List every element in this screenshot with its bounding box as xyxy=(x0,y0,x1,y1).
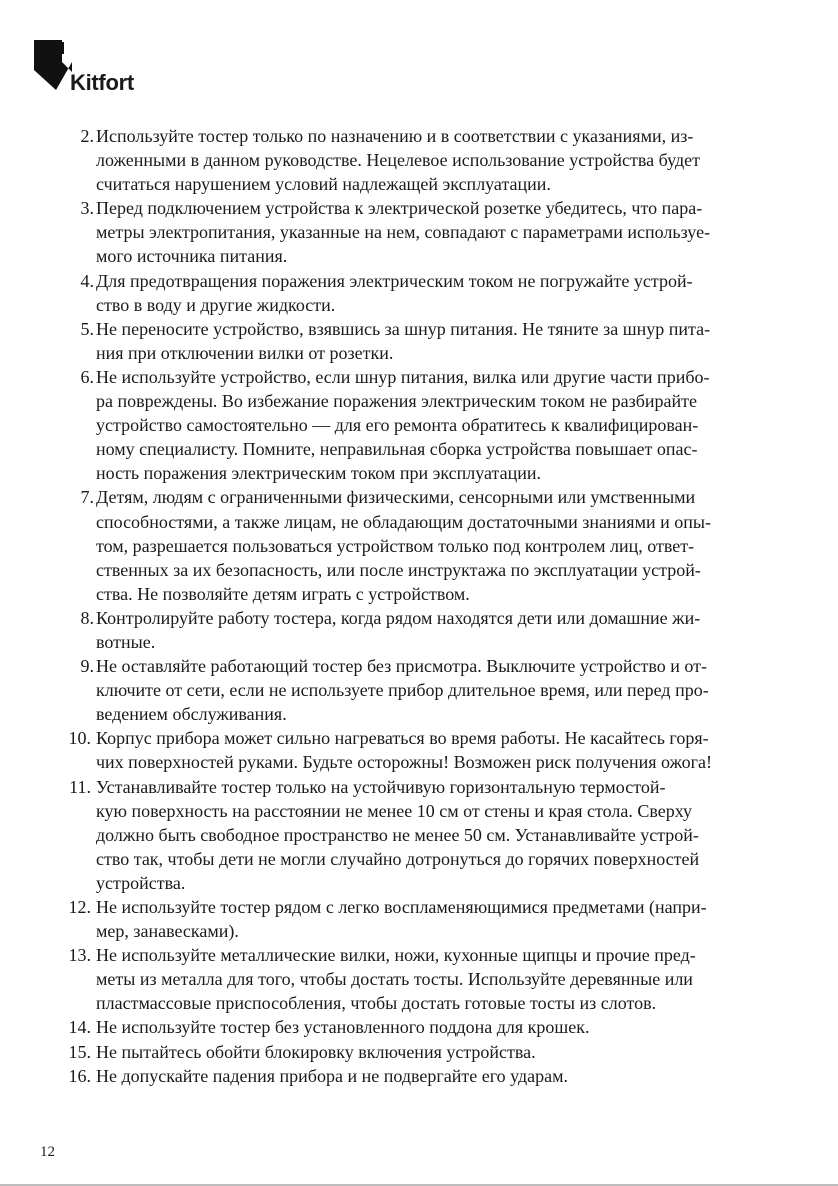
item-text-line: ния при отключении вилки от розетки. xyxy=(96,342,394,363)
item-text-line: Контролируйте работу тостера, когда рядом находятся дети или домашние жи- xyxy=(96,607,701,628)
list-item xyxy=(64,654,784,726)
list-item xyxy=(64,1015,784,1039)
list-item xyxy=(64,606,784,654)
list-item xyxy=(64,1040,784,1064)
list-item xyxy=(64,485,784,605)
item-number: 10. xyxy=(68,728,91,749)
item-text-line: способностями, а также лицам, не обладающим достаточными знаниями и опы- xyxy=(96,511,711,532)
item-text-line: вотные. xyxy=(96,631,156,652)
item-text-line: том, разрешается пользоваться устройством только под контролем лиц, ответ- xyxy=(96,535,695,556)
item-text-line: ность поражения электрическим током при эксплуатации. xyxy=(96,463,542,484)
item-text-line: пластмассовые приспособления, чтобы достать готовые тосты из слотов. xyxy=(96,993,657,1014)
item-text-line: Не используйте тостер без установленного поддона для крошек. xyxy=(96,1017,590,1038)
list-item xyxy=(64,726,784,774)
item-text-line: Используйте тостер только по назначению и в соответствии с указаниями, из- xyxy=(96,126,694,146)
item-text-line: Не пытайтесь обойти блокировку включения устройства. xyxy=(96,1041,536,1062)
safety-instructions-list xyxy=(64,124,784,1088)
item-number: 15. xyxy=(68,1041,91,1062)
item-text-line: ственных за их безопасность, или после инструктажа по эксплуатации устрой- xyxy=(96,559,701,580)
list-item xyxy=(64,1064,784,1088)
item-text-line: Для предотвращения поражения электрическим током не погружайте устрой- xyxy=(96,270,693,291)
item-text-line: Не используйте металлические вилки, ножи, кухонные щипцы и прочие пред- xyxy=(96,945,696,966)
list-item xyxy=(64,124,784,196)
list-item xyxy=(64,317,784,365)
item-text-line: Перед подключением устройства к электрической розетке убедитесь, что пара- xyxy=(96,198,703,219)
logo-text: Kitfort xyxy=(70,70,134,95)
item-text-line: метры электропитания, указанные на нем, совпадают с параметрами используе- xyxy=(96,222,711,243)
item-text-line: меты из металла для того, чтобы достать тосты. Используйте деревянные или xyxy=(96,969,693,990)
item-number: 9. xyxy=(80,656,94,677)
item-text-line: ведением обслуживания. xyxy=(96,704,287,725)
item-text-line: Не оставляйте работающий тостер без присмотра. Выключите устройство и от- xyxy=(96,656,708,677)
list-item xyxy=(64,269,784,317)
item-number: 11. xyxy=(69,776,91,797)
item-text-line: мого источника питания. xyxy=(96,246,288,267)
item-text-line: Не переносите устройство, взявшись за шнур питания. Не тяните за шнур пита- xyxy=(96,318,711,339)
item-number: 8. xyxy=(80,607,94,628)
item-text-line: ложенными в данном руководстве. Нецелевое использование устройства будет xyxy=(96,150,700,171)
item-number: 12. xyxy=(68,897,91,917)
item-number: 3. xyxy=(80,198,94,219)
item-text-line: ному специалисту. Помните, неправильная сборка устройства повышает опас- xyxy=(96,439,698,460)
item-text-line: ра повреждены. Во избежание поражения электрическим током не разбирайте xyxy=(96,391,697,412)
item-text-line: Детям, людям с ограниченными физическими, сенсорными или умственными xyxy=(96,487,696,508)
item-text-line: Не используйте устройство, если шнур питания, вилка или другие части прибо- xyxy=(96,366,710,387)
item-text-line: считаться нарушением условий надлежащей эксплуатации. xyxy=(96,174,551,195)
brand-logo xyxy=(34,40,164,94)
item-text-line: мер, занавесками). xyxy=(96,921,239,942)
item-number: 7. xyxy=(80,487,94,508)
item-text-line: ства. Не позволяйте детям играть с устройством. xyxy=(96,583,470,604)
item-text-line: устройство самостоятельно — для его ремонта обратитесь к квалифицирован- xyxy=(96,415,699,436)
item-text-line: устройства. xyxy=(96,872,186,893)
item-number: 13. xyxy=(68,945,91,966)
item-text-line: Не используйте тостер рядом с легко воспламеняющимися предметами (напри- xyxy=(96,897,707,917)
item-number: 4. xyxy=(80,270,94,291)
item-text-line: ключите от сети, если не используете прибор длительное время, или перед про- xyxy=(96,680,709,701)
item-text-line: чих поверхностей руками. Будьте осторожны! Возможен риск получения ожога! xyxy=(96,752,712,773)
page-number: 12 xyxy=(40,1144,55,1160)
list-item xyxy=(64,895,784,943)
kitfort-logo-icon xyxy=(34,40,72,90)
item-number: 2. xyxy=(80,126,94,146)
item-text-line: должно быть свободное пространство не менее 50 см. Устанавливайте устрой- xyxy=(96,824,699,845)
list-item xyxy=(64,365,784,485)
item-text-line: ство в воду и другие жидкости. xyxy=(96,294,336,315)
item-number: 5. xyxy=(80,318,94,339)
item-number: 16. xyxy=(68,1065,91,1086)
item-number: 14. xyxy=(68,1017,91,1038)
item-text-line: Не допускайте падения прибора и не подвергайте его ударам. xyxy=(96,1065,569,1086)
list-item xyxy=(64,196,784,268)
item-number: 6. xyxy=(80,366,94,387)
item-text-line: Корпус прибора может сильно нагреваться во время работы. Не касайтесь горя- xyxy=(96,728,709,749)
list-item xyxy=(64,943,784,1015)
item-text-line: кую поверхность на расстоянии не менее 10 см от стены и края стола. Сверху xyxy=(96,800,693,821)
item-text-line: Устанавливайте тостер только на устойчивую горизонтальную термостой- xyxy=(96,776,666,797)
item-text-line: ство так, чтобы дети не могли случайно дотронуться до горячих поверхностей xyxy=(96,848,700,869)
list-item xyxy=(64,775,784,895)
